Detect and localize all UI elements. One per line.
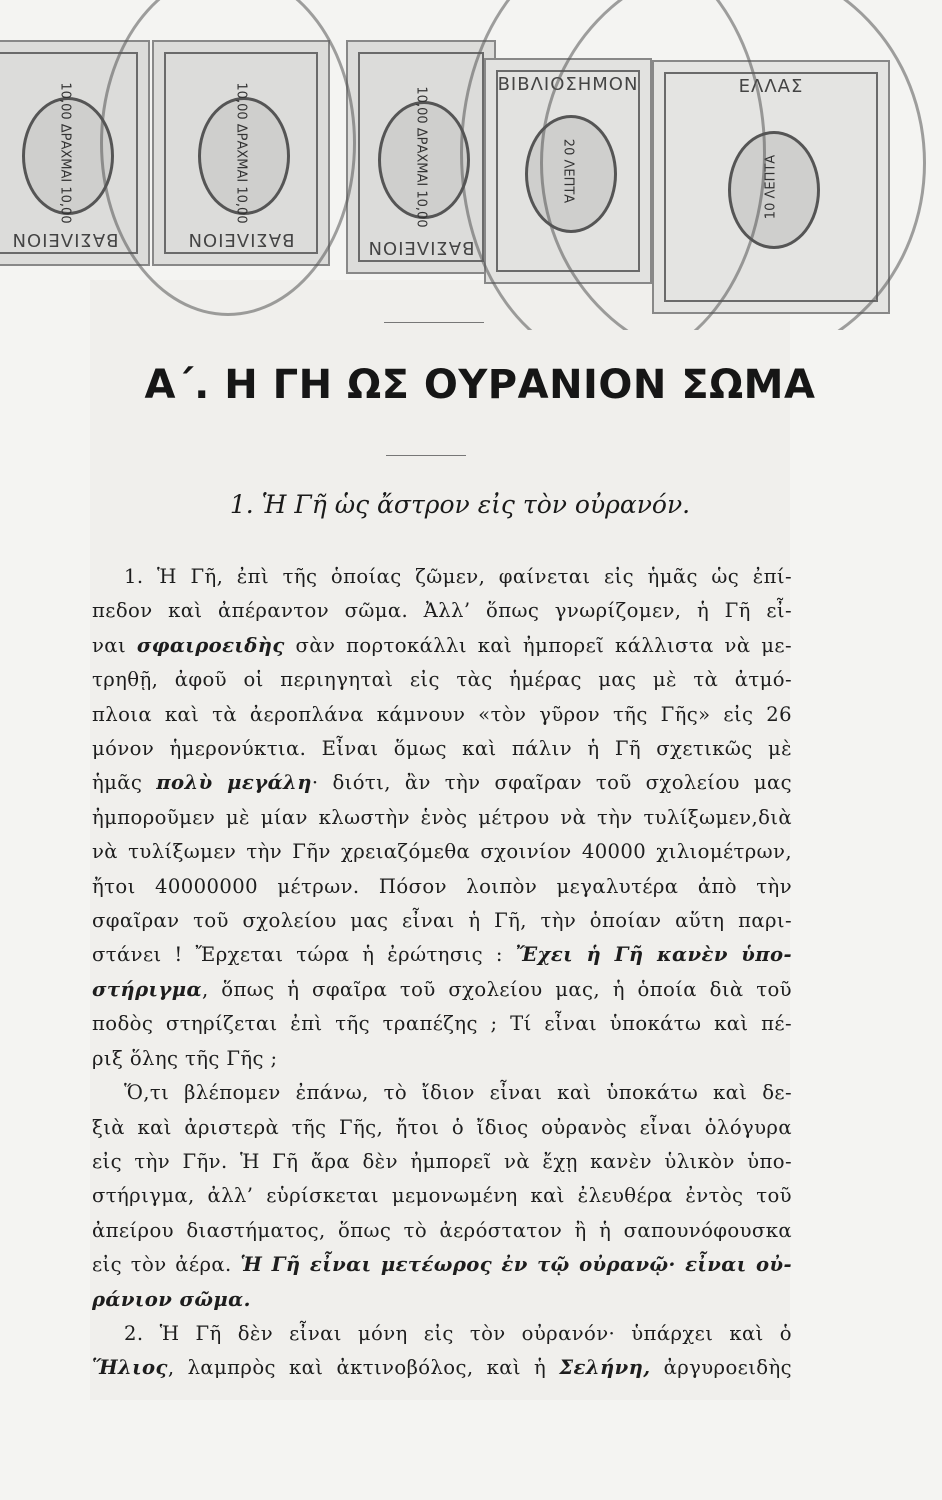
cancellation-ring-3 <box>540 0 926 330</box>
p1-line-6: μόνον ἡμερονύκτια. Εἶναι ὅμως καὶ πάλιν ἡ Γῆ σχετικῶς μὲ <box>92 737 792 761</box>
emphasis-spherical: σφαιροειδὴς <box>136 633 285 657</box>
stamp-4-value: 20 ΛΕΠΤΑ <box>560 138 576 204</box>
p1-line-4: τρηθῇ, ἀφοῦ οἱ περιηγηταὶ εἰς τὰς ἡμέρας μας μὲ τὰ ἀτμό- <box>92 668 792 692</box>
cancellation-ring-1 <box>100 0 356 316</box>
p2-line-3: εἰς τὴν Γῆν. Ἡ Γῆ ἄρα δὲν ἠμπορεῖ νὰ ἔχῃ κανὲν ὑλικὸν ὑπο- <box>92 1149 792 1173</box>
p3-line-2b: , λαμπρὸς καὶ ἀκτινοβόλος, καὶ ἡ <box>167 1356 560 1380</box>
p1-line-5: πλοια καὶ τὰ ἀεροπλάνα κάμνουν «τὸν γῦρον τῆς Γῆς» εἰς 26 <box>92 702 792 726</box>
stamp-1-word: ΒΑΣΙΛΕΙΟΝ <box>11 229 119 250</box>
stamp-1-value: 10,00 ΔΡΑΧΜΑΙ 10,00 <box>57 82 73 224</box>
p1-line-11: σφαῖραν τοῦ σχολείου μας εἶναι ἡ Γῆ, τὴν ὁποίαν αὕτη παρι- <box>92 909 792 933</box>
body-text <box>92 560 792 1386</box>
chapter-title: Α΄. Η ΓΗ ΩΣ ΟΥΡΑΝΙΟΝ ΣΩΜΑ <box>144 362 816 408</box>
emphasis-moon: Σελήνη, <box>559 1356 651 1380</box>
emphasis-support: στήριγμα <box>92 977 202 1001</box>
p1-line-13 <box>92 973 792 1007</box>
stamp-2-value: 10,00 ΔΡΑΧΜΑΙ 10,00 <box>233 82 249 224</box>
p1-line-8: ἠμποροῦμεν μὲ μίαν κλωστὴν ἑνὸς μέτρου νὰ τὴν τυλίξωμεν,διὰ <box>92 805 792 829</box>
p3-line-1: 2. Ἡ Γῆ δὲν εἶναι μόνη εἰς τὸν οὐρανόν· ὑπάρχει καὶ ὁ <box>124 1321 792 1345</box>
p1-line-7c: · διότι, ἂν τὴν σφαῖραν τοῦ σχολείου μας <box>311 771 792 795</box>
emphasis-sun: Ἥλιος <box>92 1356 168 1380</box>
emphasis-celestial-body: ράνιον σῶμα. <box>92 1287 251 1311</box>
p2-line-1: Ὅ,τι βλέπομεν ἐπάνω, τὸ ἴδιον εἶναι καὶ ὑποκάτω καὶ δε- <box>124 1081 792 1105</box>
top-rule <box>384 322 484 323</box>
emphasis-celestial: Ἡ Γῆ εἶναι μετέωρος ἐν τῷ οὐρανῷ· εἶναι οὐ- <box>240 1253 792 1277</box>
p2-line-6 <box>92 1248 792 1282</box>
p1-line-7 <box>92 766 792 800</box>
p1-line-15: ριξ ὅλης τῆς Γῆς ; <box>92 1046 278 1070</box>
emphasis-very-large: πολὺ μεγάλη <box>156 771 312 795</box>
p2-line-6a: εἰς τὸν ἀέρα. <box>92 1253 241 1277</box>
p1-line-3a: ναι <box>92 633 137 657</box>
p1-line-3c: σὰν πορτοκάλλι καὶ ἠμπορεῖ κάλλιστα νὰ με- <box>284 633 792 657</box>
p1-line-9: νὰ τυλίξωμεν τὴν Γῆν χρειαζόμεθα σχοινίον 40000 χιλιομέτρων, <box>92 840 792 864</box>
emphasis-question: Ἔχει ἡ Γῆ κανὲν ὑπο- <box>515 943 792 967</box>
p1-line-14: ποδὸς στηρίζεται ἐπὶ τῆς τραπέζης ; Τί εἶναι ὑποκάτω καὶ πέ- <box>92 1012 792 1036</box>
p2-line-7 <box>92 1283 792 1317</box>
p1-line-1: 1. Ἡ Γῆ, ἐπὶ τῆς ὁποίας ζῶμεν, φαίνεται εἰς ἡμᾶς ὡς ἐπί- <box>124 565 792 588</box>
stamp-5-word: ΕΛΛΑΣ <box>738 76 804 97</box>
p3-line-2d: ἀργυροειδὴς <box>650 1356 792 1380</box>
p1-line-10: ἤτοι 40000000 μέτρων. Πόσον λοιπὸν μεγαλυτέρα ἀπὸ τὴν <box>92 874 792 898</box>
stamp-5-value: 10 ΛΕΠΤΑ <box>763 154 779 220</box>
stamp-4-word: ΒΙΒΛΙΟΣΗΜΟΝ <box>497 74 639 95</box>
p2-line-5: ἀπείρου διαστήματος, ὅπως τὸ ἀερόστατον ἢ ἡ σαπουνόφουσκα <box>92 1218 792 1242</box>
p1-line-13b: , ὅπως ἡ σφαῖρα τοῦ σχολείου μας, ἡ ὁποία διὰ τοῦ <box>201 977 792 1001</box>
p1-line-3 <box>92 629 792 663</box>
stamp-3-word: ΒΑΣΙΛΕΙΟΝ <box>367 237 475 258</box>
p2-line-2: ξιὰ καὶ ἀριστερὰ τῆς Γῆς, ἤτοι ὁ ἴδιος οὐρανὸς εἶναι ὁλόγυρα <box>92 1115 792 1139</box>
p1-line-7a: ἡμᾶς <box>92 771 157 795</box>
p3-line-2 <box>92 1351 792 1385</box>
p1-line-2: πεδον καὶ ἀπέραντον σῶμα. Ἀλλ’ ὅπως γνωρίζομεν, ἡ Γῆ εἶ- <box>92 599 792 623</box>
revenue-stamps <box>0 0 942 330</box>
middle-rule <box>386 455 466 456</box>
p2-line-4: στήριγμα, ἀλλ’ εὑρίσκεται μεμονωμένη καὶ ἐλευθέρα ἐντὸς τοῦ <box>92 1184 792 1208</box>
p1-line-12 <box>92 938 792 972</box>
stamp-3-value: 10,00 ΔΡΑΧΜΑΙ 10,00 <box>413 86 429 228</box>
p1-line-12a: στάνει ! Ἔρχεται τώρα ἡ ἐρώτησις : <box>92 943 516 967</box>
section-title: 1. Ἡ Γῆ ὡς ἄστρον εἰς τὸν οὐρανόν. <box>229 490 691 519</box>
stamp-2-word: ΒΑΣΙΛΕΙΟΝ <box>187 229 295 250</box>
